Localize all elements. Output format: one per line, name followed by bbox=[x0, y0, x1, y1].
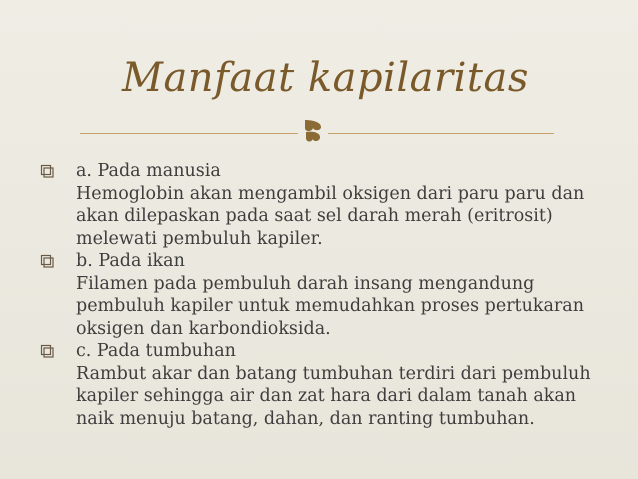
slide-title: Manfaat kapilaritas bbox=[122, 55, 529, 101]
square-bullet-icon bbox=[40, 164, 54, 178]
square-bullet-icon bbox=[40, 344, 54, 358]
item-text-line: Filamen pada pembuluh darah insang mengandung bbox=[76, 273, 535, 294]
item-text-line: naik menuju batang, dahan, dan ranting tumbuhan. bbox=[76, 408, 535, 429]
item-text-line: akan dilepaskan pada saat sel darah merah (eritrosit) bbox=[76, 206, 553, 226]
list-item bbox=[40, 340, 610, 430]
item-text-line: melewati pembuluh kapiler. bbox=[76, 228, 323, 249]
bullet-list bbox=[40, 160, 610, 430]
item-text-line: oksigen dan karbondioksida. bbox=[76, 318, 331, 339]
item-heading: a. Pada manusia bbox=[76, 161, 221, 181]
flourish-icon bbox=[302, 118, 324, 144]
item-text-line: kapiler sehingga air dan zat hara dari dalam tanah akan bbox=[76, 386, 577, 406]
list-item bbox=[40, 250, 610, 340]
title-divider-left bbox=[80, 133, 298, 134]
item-heading: b. Pada ikan bbox=[76, 251, 185, 271]
list-item bbox=[40, 160, 610, 250]
item-heading: c. Pada tumbuhan bbox=[76, 341, 236, 361]
title-divider-right bbox=[328, 133, 554, 134]
square-bullet-icon bbox=[40, 254, 54, 268]
item-text-line: pembuluh kapiler untuk memudahkan proses pertukaran bbox=[76, 296, 584, 316]
item-text-line: Rambut akar dan batang tumbuhan terdiri dari pembuluh bbox=[76, 363, 591, 384]
item-text-line: Hemoglobin akan mengambil oksigen dari paru paru dan bbox=[76, 183, 585, 204]
